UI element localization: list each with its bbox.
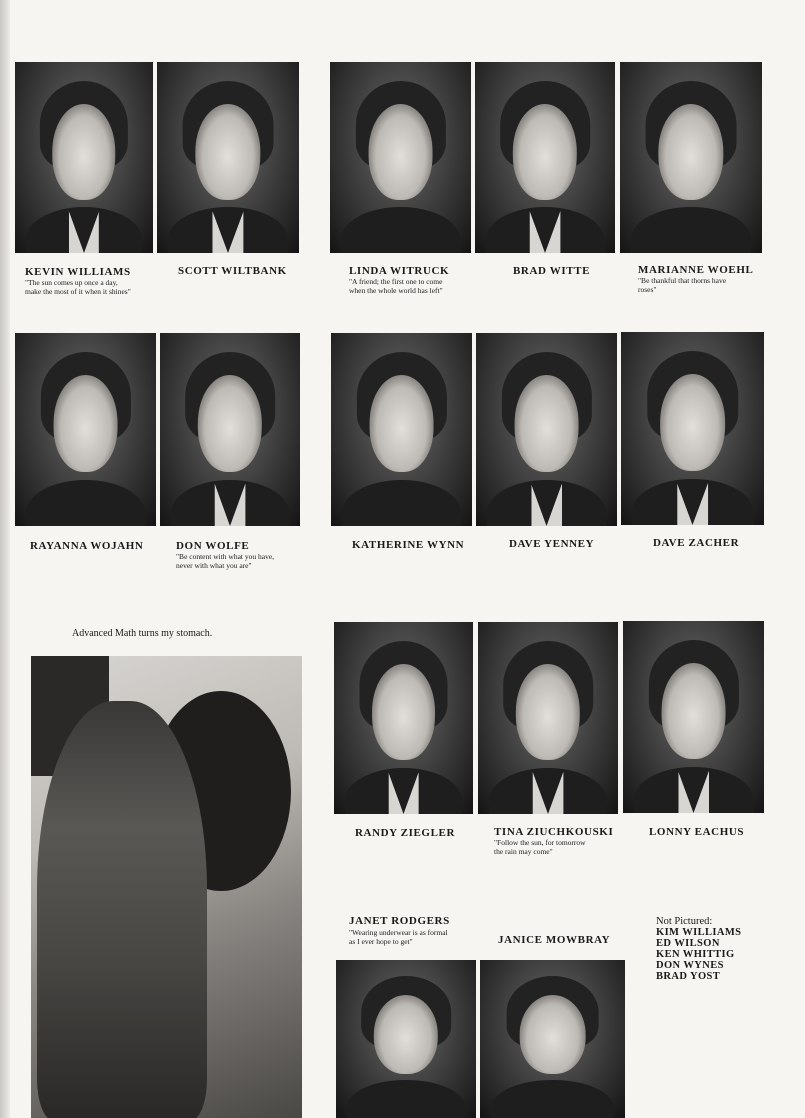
portrait-brad-witte [475,62,615,253]
student-name: DAVE ZACHER [653,537,740,549]
not-pictured-list [656,916,741,982]
student-name: KATHERINE WYNN [352,539,465,551]
student-name: RANDY ZIEGLER [355,827,455,839]
portrait-katherine-wynn [331,333,472,526]
portrait-janice-mowbray [480,960,625,1118]
page-gutter-shadow [0,0,10,1118]
portrait-lonny-eachus [623,621,764,813]
portrait-janet-rodgers [336,960,476,1118]
student-name: TINA ZIUCHKOUSKI [494,826,614,838]
portrait-dave-yenney [476,333,617,526]
not-pictured-name: KIM WILLIAMS [656,927,742,938]
student-name: DAVE YENNEY [509,538,595,550]
portrait-don-wolfe [160,333,300,526]
student-name: JANET RODGERS [349,915,450,927]
student-name: MARIANNE WOEHL [638,264,754,276]
portrait-dave-zacher [621,332,764,525]
candid-caption: Advanced Math turns my stomach. [72,628,213,639]
student-quote: "Be content with what you have, never with what you are" [176,552,275,570]
student-name: DON WOLFE [176,540,250,552]
student-quote: "Wearing underwear is as formal as I ever hope to get" [349,928,448,946]
not-pictured-name: KEN WHITTIG [656,949,735,960]
portrait-marianne-woehl [620,62,762,253]
student-quote: "The sun comes up once a day, make the most of it when it shines" [25,278,131,296]
not-pictured-title: Not Pictured: [656,916,713,927]
student-name: SCOTT WILTBANK [178,265,287,277]
portrait-kevin-williams [15,62,153,253]
student-quote: "Follow the sun, for tomorrow the rain may come" [494,838,586,856]
portrait-rayanna-wojahn [15,333,156,526]
student-name: BRAD WITTE [513,265,591,277]
student-name: RAYANNA WOJAHN [30,540,144,552]
student-quote: "A friend; the first one to come when the whole world has left" [349,277,443,295]
candid-classroom-photo [31,656,302,1118]
portrait-tina-ziuchkouski [478,622,618,814]
not-pictured-name: BRAD YOST [656,971,721,982]
portrait-linda-witruck [330,62,471,253]
portrait-randy-ziegler [334,622,473,814]
student-name: KEVIN WILLIAMS [25,266,131,278]
student-name: LINDA WITRUCK [349,265,450,277]
student-name: LONNY EACHUS [649,826,745,838]
student-quote: "Be thankful that thorns have roses" [638,276,727,294]
not-pictured-name: DON WYNES [656,960,724,971]
student-name: JANICE MOWBRAY [498,934,611,946]
portrait-scott-wiltbank [157,62,299,253]
not-pictured-name: ED WILSON [656,938,720,949]
